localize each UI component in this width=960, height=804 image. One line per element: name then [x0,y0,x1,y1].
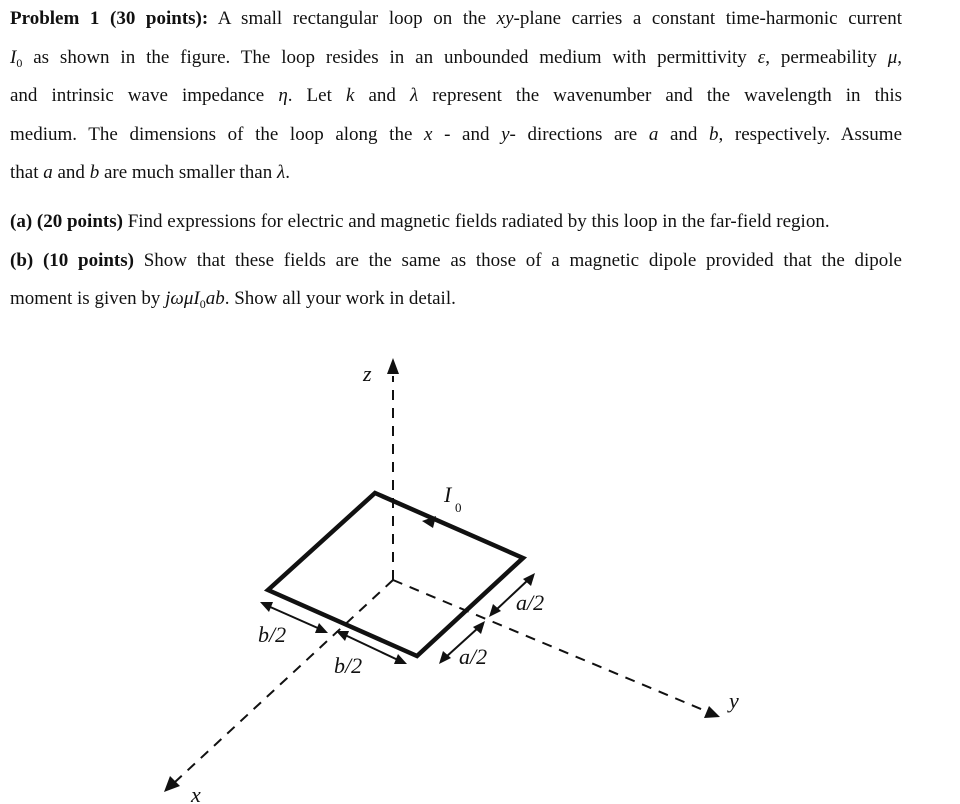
math-x: x [424,123,433,145]
text-span: - and [444,123,490,145]
text-span: represent the wavenumber and the wavelength in this [432,85,903,107]
z-axis-label: z [363,361,372,386]
current-label-subscript: 0 [455,500,462,515]
math-a: a [648,123,659,145]
math-k: k [345,85,355,107]
math-a: a [43,162,53,184]
text-span: , permeability [765,46,877,68]
text-span: that [10,162,39,184]
text-span: -plane carries a constant time-harmonic current [513,8,903,29]
y-axis-arrowhead [704,706,720,718]
text-span: , respectively. Assume [718,123,903,145]
part-a-text: Find expressions for electric and magnetic fields radiated by this loop in the far-field region. [127,210,830,232]
dim-a-lower-label: a/2 [459,644,488,669]
math-lambda: λ [276,162,286,184]
dim-b-left-label: b/2 [258,622,287,647]
part-b-text: Show that these fields are the same as those of a magnetic dipole provided that the dipole [143,249,902,271]
text-span: . Let [287,85,332,107]
text-span: , [897,46,903,68]
math-b: b [89,162,100,184]
text-span: are much smaller than [103,162,273,184]
text-span: . Show all your work in detail. [224,288,456,310]
dim-a-right-label: a/2 [516,590,545,615]
math-xy: xy [496,8,514,29]
rectangular-loop [268,493,523,656]
math-eta: η [278,85,288,107]
math-current: $I_0$ [10,46,23,70]
current-label: I [444,482,452,507]
dim-b-lower-label: b/2 [334,653,363,678]
text-span: moment is given by [10,288,161,310]
text-span: as shown in the figure. The loop resides in an unbounded medium with permittivity [33,46,747,68]
math-epsilon: ε [757,46,766,68]
math-y: y [501,123,510,145]
math-b: b [709,123,719,145]
text-span: - directions are [509,123,638,145]
y-axis [393,580,708,712]
x-axis-label: x [191,782,201,804]
z-axis-arrowhead [387,358,399,374]
text-span: A small rectangular loop on the [217,8,487,29]
part-a-label: (a) (20 points) [10,210,123,232]
part-b-label: (b) (10 points) [10,249,134,271]
math-lambda: λ [409,85,419,107]
problem-heading: Problem 1 (30 points): [10,8,209,29]
text-span: . [285,162,290,184]
math-dipole-moment: jωμI$_0$ab [165,288,225,312]
text-span: and [368,85,396,107]
y-axis-label: y [729,688,739,713]
x-axis [175,580,393,782]
text-span: medium. The dimensions of the loop along the [10,123,413,145]
text-span: and [669,123,698,145]
text-span: and [57,162,85,184]
math-mu: μ [887,46,898,68]
text-span: and intrinsic wave impedance [10,85,265,107]
